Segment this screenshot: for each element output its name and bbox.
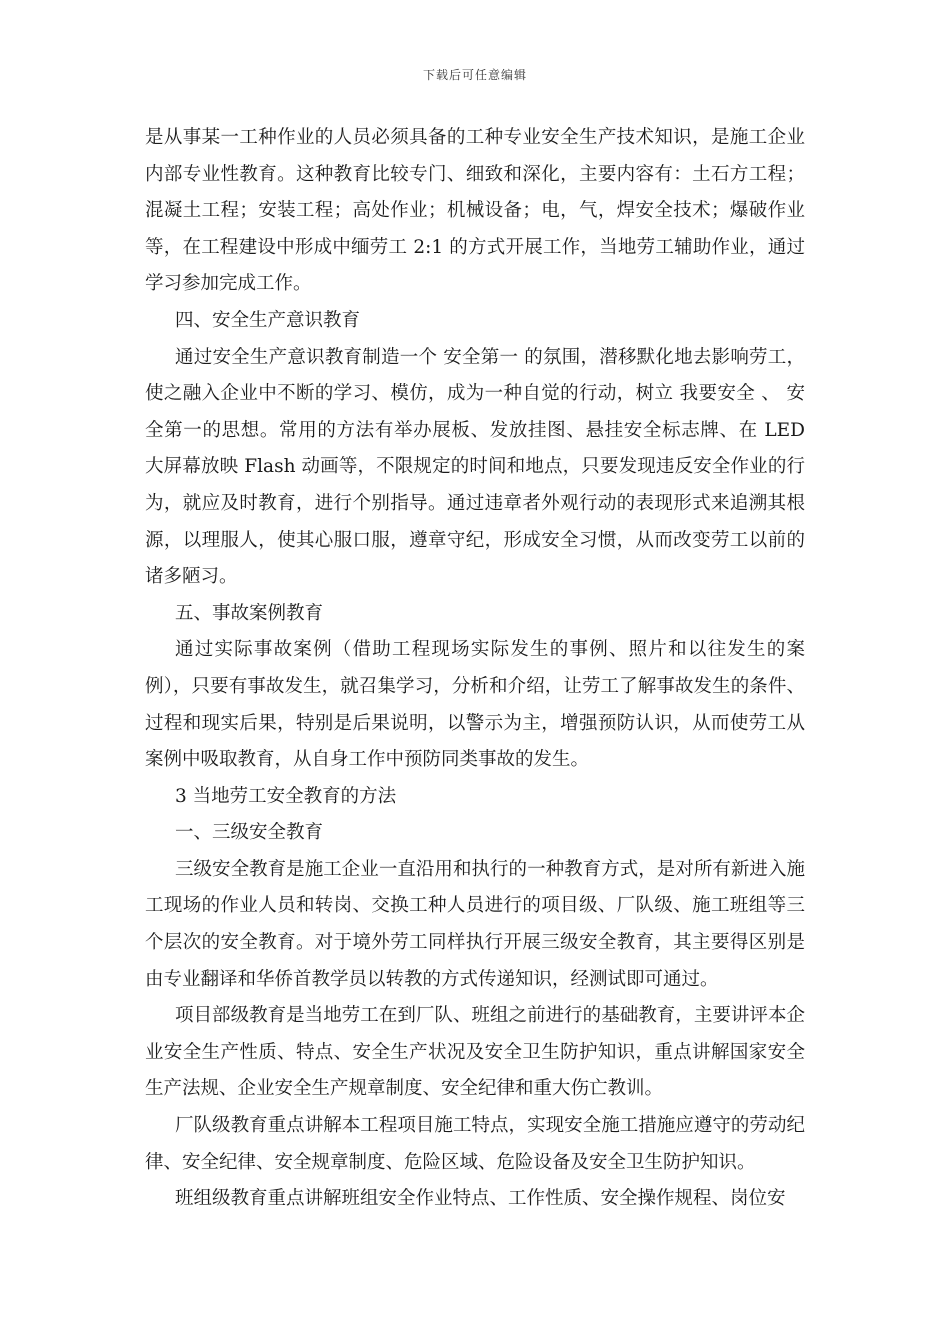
document-body: [145, 120, 805, 1218]
section-heading-4: 四、安全生产意识教育: [175, 309, 361, 331]
section-heading-5: 五、事故案例教育: [175, 602, 324, 624]
paragraph-1: 是从事某一工种作业的人员必须具备的工种专业安全生产技术知识，是施工企业内部专业性教育。这种教育比较专门、细致和深化，主要内容有：土石方工程；混凝土工程；安装工程；高处作业；机械设备；电，气，焊安全技术；爆破作业等，在工程建设中形成中缅劳工 2:1 的方式开展工作，当地劳工辅助作业，通过学习参加完成工作。: [145, 127, 805, 295]
paragraph-7: 班组级教育重点讲解班组安全作业特点、工作性质、安全操作规程、岗位安: [175, 1188, 786, 1210]
chapter-heading-3: 3 当地劳工安全教育的方法: [175, 785, 397, 807]
paragraph-3: 通过实际事故案例（借助工程现场实际发生的事例、照片和以往发生的案例），只要有事故发生，就召集学习，分析和介绍，让劳工了解事故发生的条件、过程和现实后果，特别是后果说明，以警示为主，增强预防认识，从而使劳工从案例中吸取教育，从自身工作中预防同类事故的发生。: [145, 639, 805, 771]
paragraph-5: 项目部级教育是当地劳工在到厂队、班组之前进行的基础教育，主要讲评本企业安全生产性质、特点、安全生产状况及安全卫生防护知识，重点讲解国家安全生产法规、企业安全生产规章制度、安全纪律和重大伤亡教训。: [145, 1005, 805, 1100]
paragraph-4: 三级安全教育是施工企业一直沿用和执行的一种教育方式，是对所有新进入施工现场的作业人员和转岗、交换工种人员进行的项目级、厂队级、施工班组等三个层次的安全教育。对于境外劳工同样执行开展三级安全教育，其主要得区别是由专业翻译和华侨首教学员以转教的方式传递知识，经测试即可通过。: [145, 858, 805, 990]
paragraph-6: 厂队级教育重点讲解本工程项目施工特点，实现安全施工措施应遵守的劳动纪律、安全纪律、安全规章制度、危险区域、危险设备及安全卫生防护知识。: [145, 1115, 805, 1173]
header-note: 下载后可任意编辑: [422, 68, 527, 82]
paragraph-2: 通过安全生产意识教育制造一个 安全第一 的氛围，潜移默化地去影响劳工，使之融入企业中不断的学习、模仿，成为一种自觉的行动，树立 我要安全 、 安全第一的思想。常用的方法有举办展板、发放挂图、悬挂安全标志牌、在 LED 大屏幕放映 Flash 动画等，不限规定的时间和地点，只要发现违反安全作业的行为，就应及时教育，进行个别指导。通过违章者外观行动的表现形式来追溯其根源，以理服人，使其心服口服，遵章守纪，形成安全习惯，从而改变劳工以前的诸多陋习。: [145, 346, 805, 588]
section-heading-1: 一、三级安全教育: [175, 822, 324, 844]
